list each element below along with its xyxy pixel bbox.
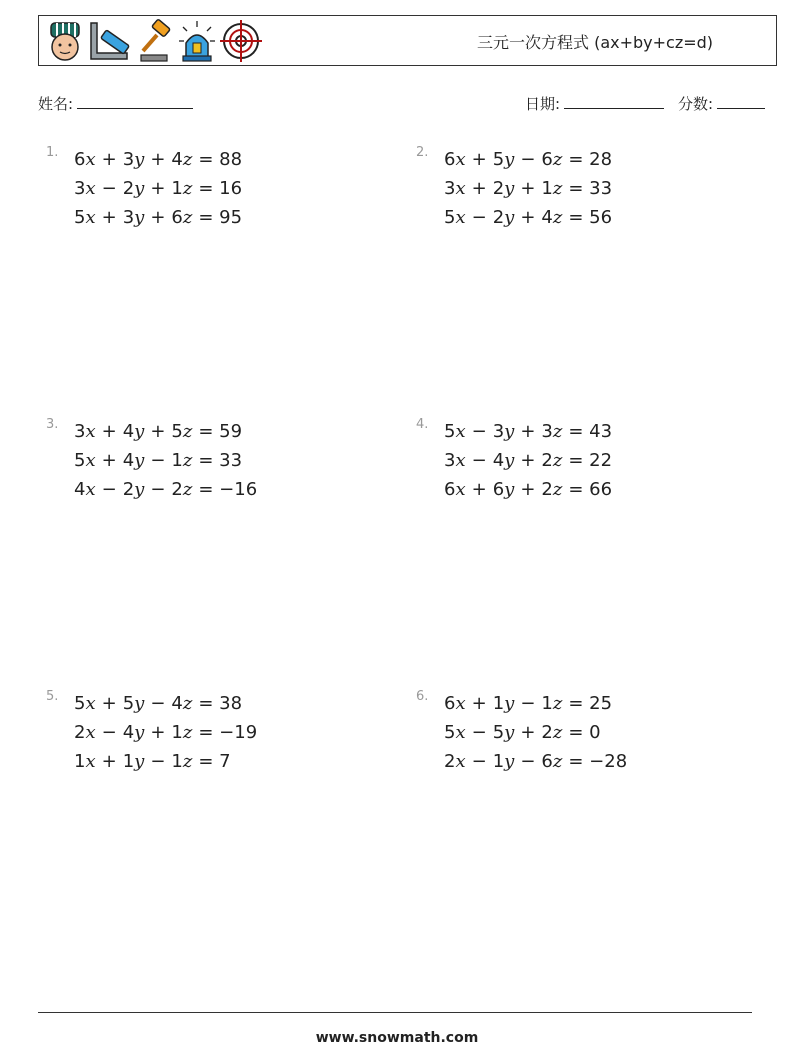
equation-rhs: = 43 [568,421,613,442]
coef-y: 1 [492,693,505,714]
equation-row [444,145,612,174]
coef-x: 5 [444,722,456,743]
equation-row [444,689,627,718]
var-y: y [504,722,515,743]
coef-y: 3 [492,421,505,442]
op-1: − [101,722,117,743]
op-2: + [520,421,536,442]
equation-lhs [74,446,192,475]
op-1: + [101,207,117,228]
op-1: + [101,149,117,170]
coef-z: 1 [171,751,183,772]
coef-y: 6 [492,479,505,500]
op-1: + [101,751,117,772]
equation-system [444,417,612,504]
var-x: x [455,751,466,772]
var-x: x [455,450,466,471]
footer-divider [38,1012,752,1013]
coef-z: 1 [541,693,553,714]
coef-z: 2 [541,722,553,743]
coef-x: 2 [444,751,456,772]
equation-lhs [74,718,192,747]
equation-system [74,689,257,776]
coef-x: 4 [74,479,86,500]
equation-rhs: = 33 [198,450,243,471]
name-field [38,93,193,114]
var-x: x [455,693,466,714]
equation-lhs [74,747,192,776]
op-1: − [471,751,487,772]
op-2: − [150,479,166,500]
op-1: + [471,479,487,500]
var-z: z [182,479,193,500]
var-x: x [455,421,466,442]
equation-lhs [444,203,562,232]
var-y: y [504,178,515,199]
var-y: y [134,479,145,500]
name-blank[interactable] [77,94,193,109]
op-2: + [150,207,166,228]
var-y: y [504,149,515,170]
equation-lhs [74,417,192,446]
op-1: − [471,207,487,228]
op-1: − [471,722,487,743]
equation-rhs: = 56 [568,207,613,228]
equation-rhs: = −19 [198,722,258,743]
equation-system [74,417,257,504]
coef-z: 5 [171,421,183,442]
op-2: − [150,450,166,471]
op-1: − [101,178,117,199]
var-y: y [504,479,515,500]
op-2: + [520,722,536,743]
var-x: x [85,207,96,228]
var-y: y [504,421,515,442]
var-y: y [134,450,145,471]
equation-row [444,475,612,504]
equation-row [74,203,242,232]
coef-y: 1 [122,751,135,772]
coef-x: 3 [74,178,86,199]
op-2: + [150,149,166,170]
var-x: x [85,450,96,471]
coef-z: 2 [541,450,553,471]
coef-y: 2 [492,178,505,199]
op-2: − [520,693,536,714]
date-label: 日期: [525,95,561,113]
op-1: + [471,149,487,170]
equation-lhs [444,145,562,174]
coef-x: 5 [74,693,86,714]
coef-x: 6 [444,479,456,500]
var-x: x [85,149,96,170]
op-2: + [520,479,536,500]
var-z: z [182,722,193,743]
coef-y: 4 [122,722,135,743]
coef-y: 2 [122,479,135,500]
name-label: 姓名: [38,95,74,113]
op-2: + [150,178,166,199]
var-y: y [134,722,145,743]
var-y: y [134,421,145,442]
problem-number: 3. [46,417,59,432]
var-y: y [134,751,145,772]
date-field [525,93,664,114]
equation-row [74,417,257,446]
coef-y: 5 [492,149,505,170]
op-1: − [471,421,487,442]
var-z: z [182,149,193,170]
var-z: z [552,207,563,228]
student-face-icon [45,19,85,63]
equation-lhs [74,475,192,504]
equation-row [444,446,612,475]
var-y: y [504,693,515,714]
coef-x: 3 [444,178,456,199]
equation-row [74,747,257,776]
var-y: y [134,149,145,170]
coef-x: 2 [74,722,86,743]
equation-rhs: = 28 [568,149,613,170]
siren-light-icon [177,19,217,63]
op-2: + [150,421,166,442]
equation-rhs: = 88 [198,149,243,170]
score-blank[interactable] [717,94,765,109]
var-y: y [134,207,145,228]
var-x: x [455,722,466,743]
coef-y: 4 [492,450,505,471]
equation-lhs [444,446,562,475]
problem-number: 6. [416,689,429,704]
equation-lhs [444,417,562,446]
var-y: y [504,751,515,772]
coef-x: 5 [444,421,456,442]
problem-number: 2. [416,145,429,160]
var-x: x [85,722,96,743]
var-z: z [552,178,563,199]
equation-row [444,203,612,232]
crosshair-target-icon [219,19,263,63]
var-x: x [85,751,96,772]
problem-number: 1. [46,145,59,160]
coef-x: 5 [74,450,86,471]
equation-rhs: = 16 [198,178,243,199]
coef-x: 5 [74,207,86,228]
var-y: y [504,207,515,228]
coef-y: 3 [122,149,135,170]
var-y: y [134,693,145,714]
equation-row [74,446,257,475]
var-z: z [552,450,563,471]
equation-rhs: = 38 [198,693,243,714]
op-1: + [471,178,487,199]
var-x: x [455,479,466,500]
op-1: + [101,450,117,471]
var-z: z [552,421,563,442]
header-icons [45,19,263,63]
op-2: + [520,207,536,228]
var-y: y [134,178,145,199]
equation-rhs: = −16 [198,479,258,500]
equation-row [74,718,257,747]
var-x: x [85,479,96,500]
op-2: − [150,751,166,772]
equation-rhs: = 66 [568,479,613,500]
var-x: x [85,421,96,442]
coef-x: 6 [444,149,456,170]
equation-lhs [74,174,192,203]
coef-y: 3 [122,207,135,228]
coef-x: 6 [444,693,456,714]
worksheet-title: 三元一次方程式 (ax+by+cz=d) [477,33,714,52]
coef-y: 5 [492,722,505,743]
equation-lhs [444,475,562,504]
equation-rhs: = 0 [568,722,601,743]
op-2: + [520,178,536,199]
coef-x: 3 [74,421,86,442]
equation-lhs [74,145,192,174]
var-x: x [85,693,96,714]
coef-x: 3 [444,450,456,471]
coef-z: 6 [541,149,553,170]
var-z: z [552,149,563,170]
equation-row [444,417,612,446]
coef-z: 2 [541,479,553,500]
coef-z: 1 [171,722,183,743]
equation-rhs: = 95 [198,207,243,228]
var-z: z [552,751,563,772]
op-2: − [520,149,536,170]
score-field [678,93,765,114]
op-2: + [520,450,536,471]
op-2: − [520,751,536,772]
coef-y: 4 [122,450,135,471]
equation-lhs [74,203,192,232]
op-1: − [101,479,117,500]
coef-x: 1 [74,751,86,772]
var-y: y [504,450,515,471]
worksheet-header [38,15,777,66]
equation-system [74,145,242,232]
coef-y: 4 [122,421,135,442]
var-x: x [85,178,96,199]
date-blank[interactable] [564,94,664,109]
equation-rhs: = 7 [198,751,231,772]
coef-z: 1 [171,178,183,199]
op-1: + [471,693,487,714]
coef-z: 4 [541,207,553,228]
var-z: z [182,421,193,442]
equation-row [74,145,242,174]
var-x: x [455,149,466,170]
var-z: z [552,693,563,714]
op-2: − [150,693,166,714]
equation-rhs: = 59 [198,421,243,442]
equation-row [444,718,627,747]
score-label: 分数: [678,95,714,113]
set-square-pencil-icon [87,19,133,63]
var-x: x [455,207,466,228]
var-z: z [552,479,563,500]
coef-z: 4 [171,693,183,714]
var-z: z [182,207,193,228]
equation-rhs: = 22 [568,450,613,471]
coef-y: 5 [122,693,135,714]
op-1: − [471,450,487,471]
gavel-icon [135,19,175,63]
coef-z: 6 [541,751,553,772]
footer-site: www.snowmath.com [315,1030,479,1046]
coef-y: 2 [122,178,135,199]
op-1: + [101,693,117,714]
var-z: z [182,693,193,714]
equation-rhs: = 33 [568,178,613,199]
equation-rhs: = −28 [568,751,628,772]
equation-lhs [74,689,192,718]
coef-x: 5 [444,207,456,228]
var-z: z [182,751,193,772]
equation-row [444,174,612,203]
coef-y: 2 [492,207,505,228]
coef-z: 1 [171,450,183,471]
equation-system [444,145,612,232]
coef-z: 1 [541,178,553,199]
equation-system [444,689,627,776]
coef-z: 2 [171,479,183,500]
op-1: + [101,421,117,442]
equation-lhs [444,689,562,718]
equation-row [74,174,242,203]
equation-rhs: = 25 [568,693,613,714]
var-z: z [182,178,193,199]
coef-z: 4 [171,149,183,170]
equation-lhs [444,174,562,203]
op-2: + [150,722,166,743]
coef-x: 6 [74,149,86,170]
var-z: z [182,450,193,471]
coef-z: 6 [171,207,183,228]
equation-row [74,475,257,504]
var-z: z [552,722,563,743]
equation-row [444,747,627,776]
problem-number: 5. [46,689,59,704]
equation-row [74,689,257,718]
coef-y: 1 [492,751,505,772]
var-x: x [455,178,466,199]
equation-lhs [444,718,562,747]
problem-number: 4. [416,417,429,432]
equation-lhs [444,747,562,776]
coef-z: 3 [541,421,553,442]
